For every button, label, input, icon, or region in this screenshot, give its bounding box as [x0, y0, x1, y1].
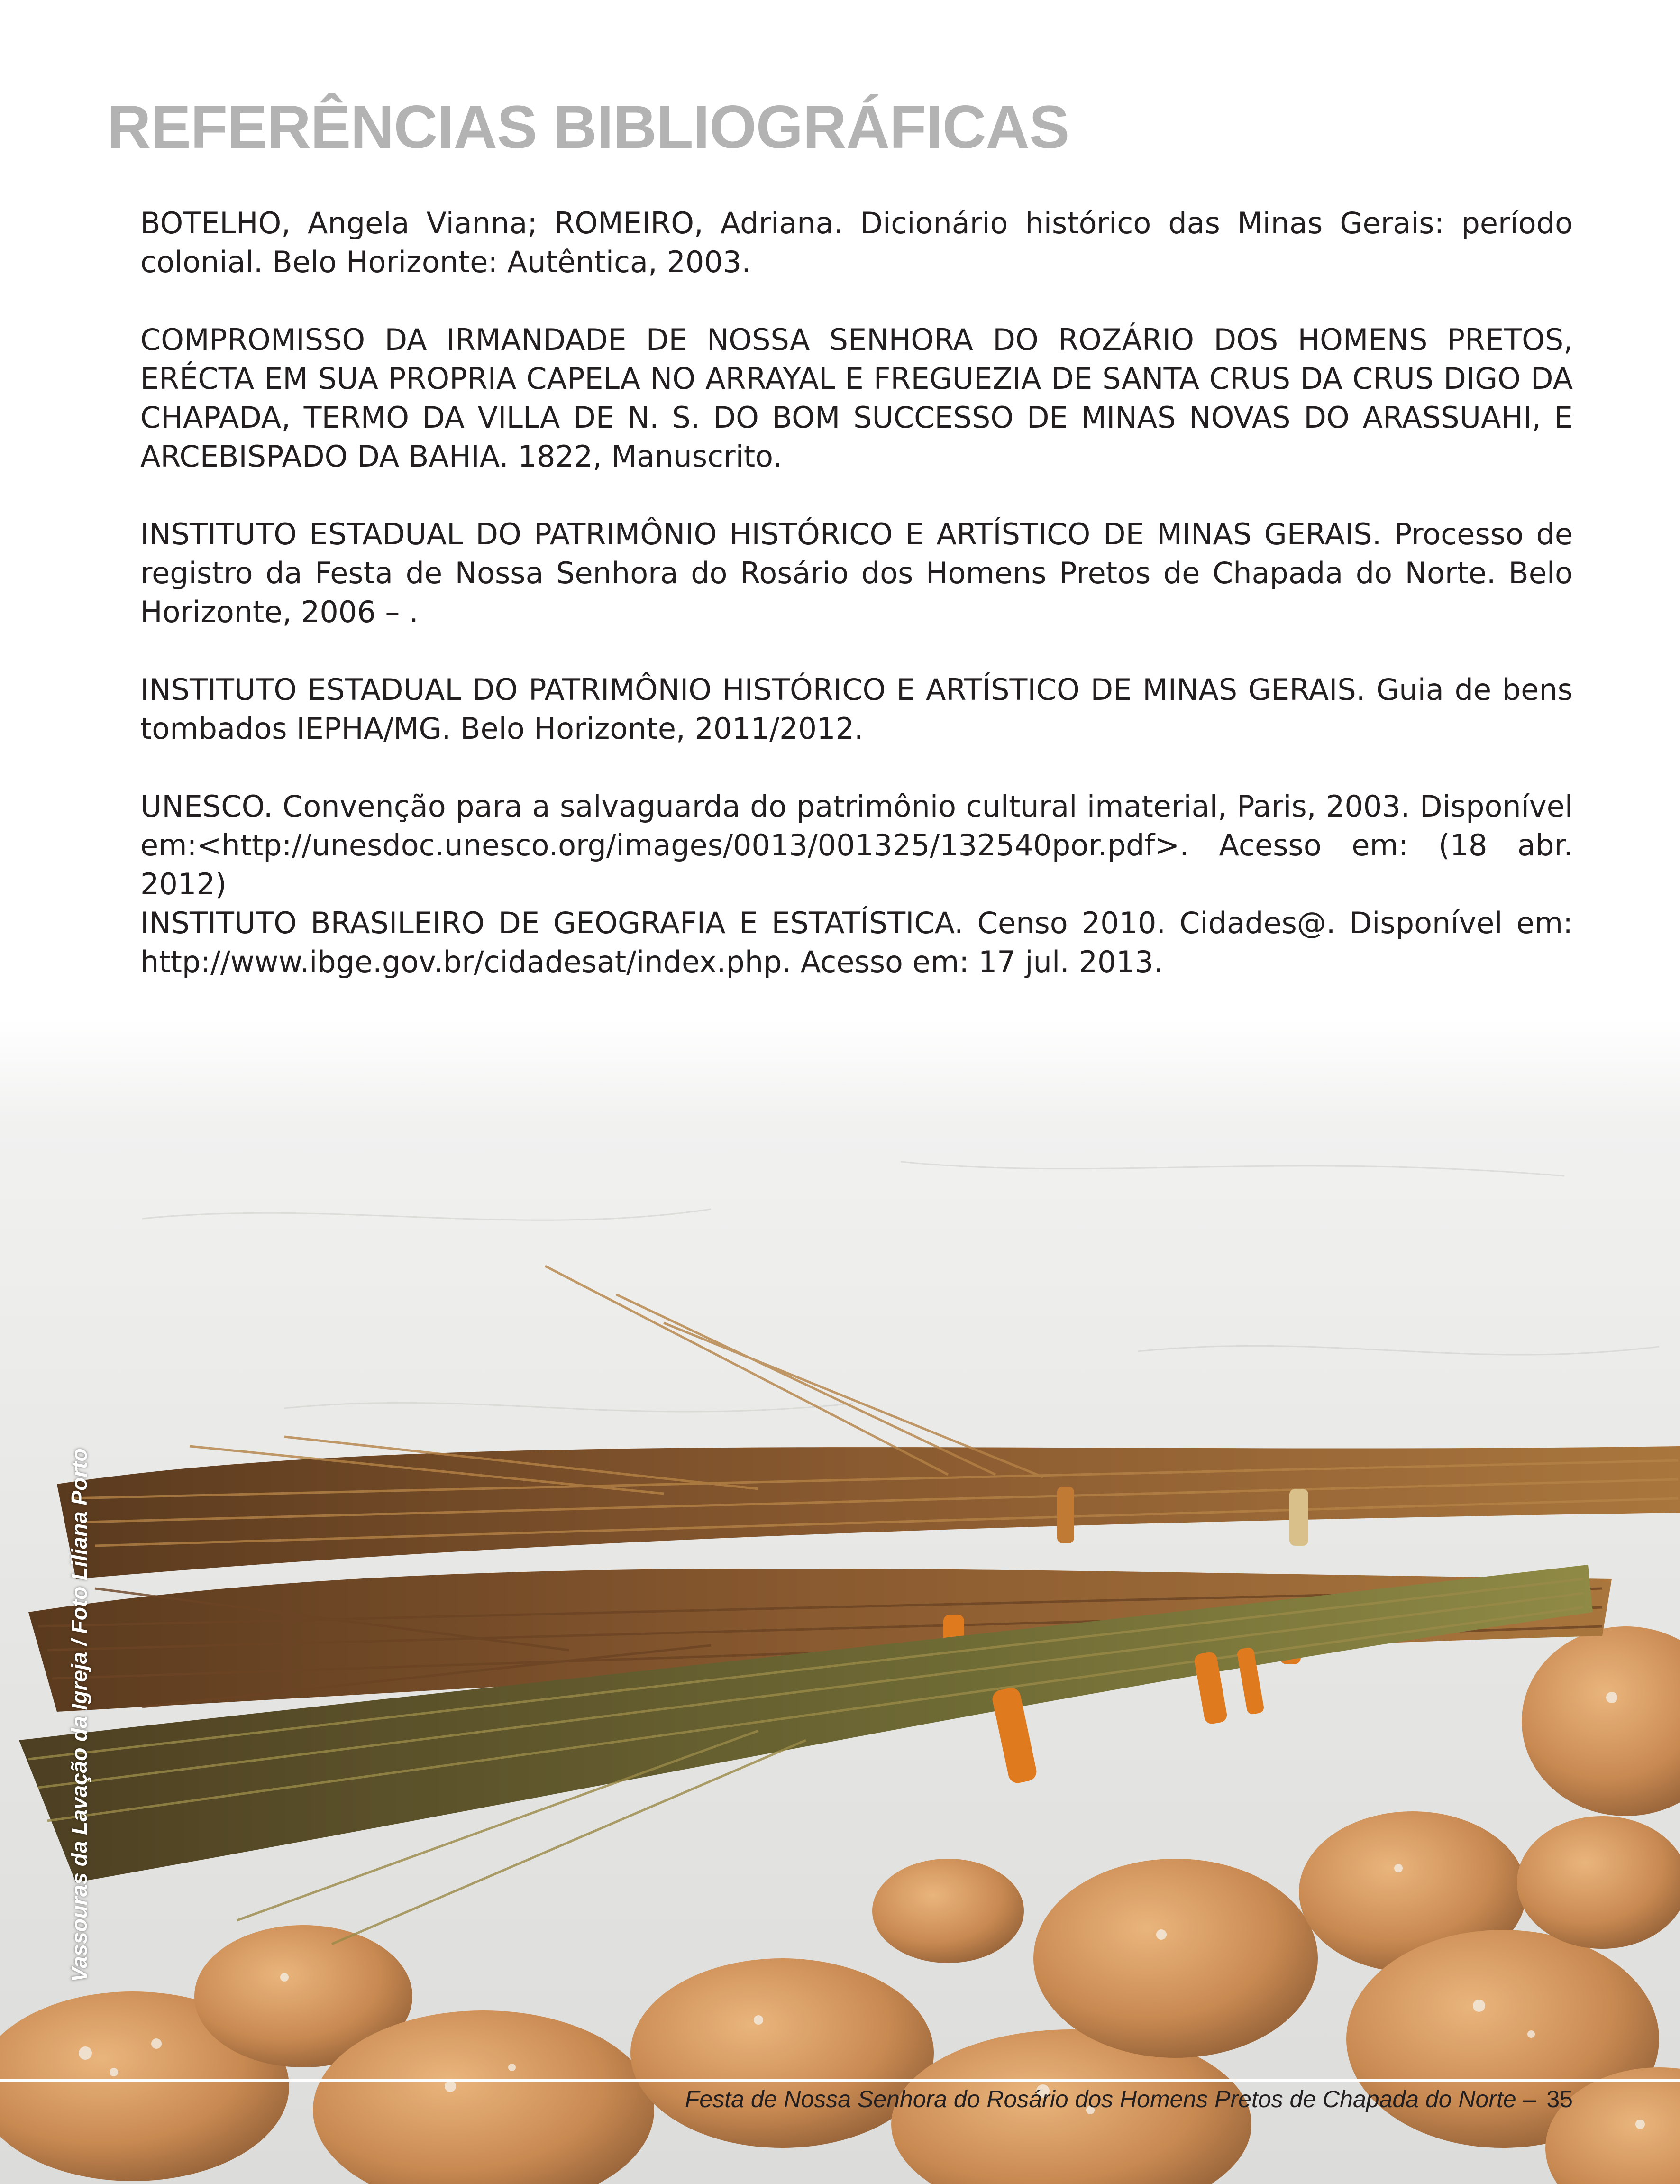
- reference-item: INSTITUTO ESTADUAL DO PATRIMÔNIO HISTÓRICO E ARTÍSTICO DE MINAS GERAIS. Processo de registro da Festa de Nossa Senhora do Rosário dos Homens Pretos de Chapada do Norte. Belo Horizonte, 2006 – .: [140, 517, 1573, 629]
- footer-divider: [0, 2079, 1680, 2082]
- reference-item: INSTITUTO BRASILEIRO DE GEOGRAFIA E ESTATÍSTICA. Censo 2010. Cidades@. Disponível em: http://www.ibge.gov.br/cidadesat/index.php. Acesso em: 17 jul. 2013.: [140, 906, 1573, 979]
- footer-title: Festa de Nossa Senhora do Rosário dos Homens Pretos de Chapada do Norte –: [685, 2086, 1536, 2112]
- broom-bundles-on-rocks-photo: [0, 1019, 1680, 2184]
- page-footer: [685, 2085, 1573, 2113]
- photo-credit: Vassouras da Lavação da Igreja / Foto Liliana Porto: [67, 1448, 91, 1982]
- reference-item: BOTELHO, Angela Vianna; ROMEIRO, Adriana. Dicionário histórico das Minas Gerais: período colonial. Belo Horizonte: Autêntica, 2003.: [140, 206, 1573, 279]
- reference-list: [140, 204, 1573, 982]
- reference-item: UNESCO. Convenção para a salvaguarda do patrimônio cultural imaterial, Paris, 2003. Disponível em:<http://unesdoc.unesco.org/images/0013/001325/132540por.pdf>. Acesso em: (18 abr. 2012): [140, 789, 1573, 901]
- page-heading: REFERÊNCIAS BIBLIOGRÁFICAS: [107, 93, 1069, 161]
- reference-item: INSTITUTO ESTADUAL DO PATRIMÔNIO HISTÓRICO E ARTÍSTICO DE MINAS GERAIS. Guia de bens tombados IEPHA/MG. Belo Horizonte, 2011/2012.: [140, 672, 1573, 746]
- reference-item: COMPROMISSO DA IRMANDADE DE NOSSA SENHORA DO ROZÁRIO DOS HOMENS PRETOS, ERÉCTA EM SUA PROPRIA CAPELA NO ARRAYAL E FREGUEZIA DE SANTA CRUS DA CRUS DIGO DA CHAPADA, TERMO DA VILLA DE N. S. DO BOM SUCCESSO DE MINAS NOVAS DO ARASSUAHI, E ARCEBISPADO DA BAHIA. 1822, Manuscrito.: [140, 322, 1573, 474]
- page-number: 35: [1546, 2086, 1573, 2112]
